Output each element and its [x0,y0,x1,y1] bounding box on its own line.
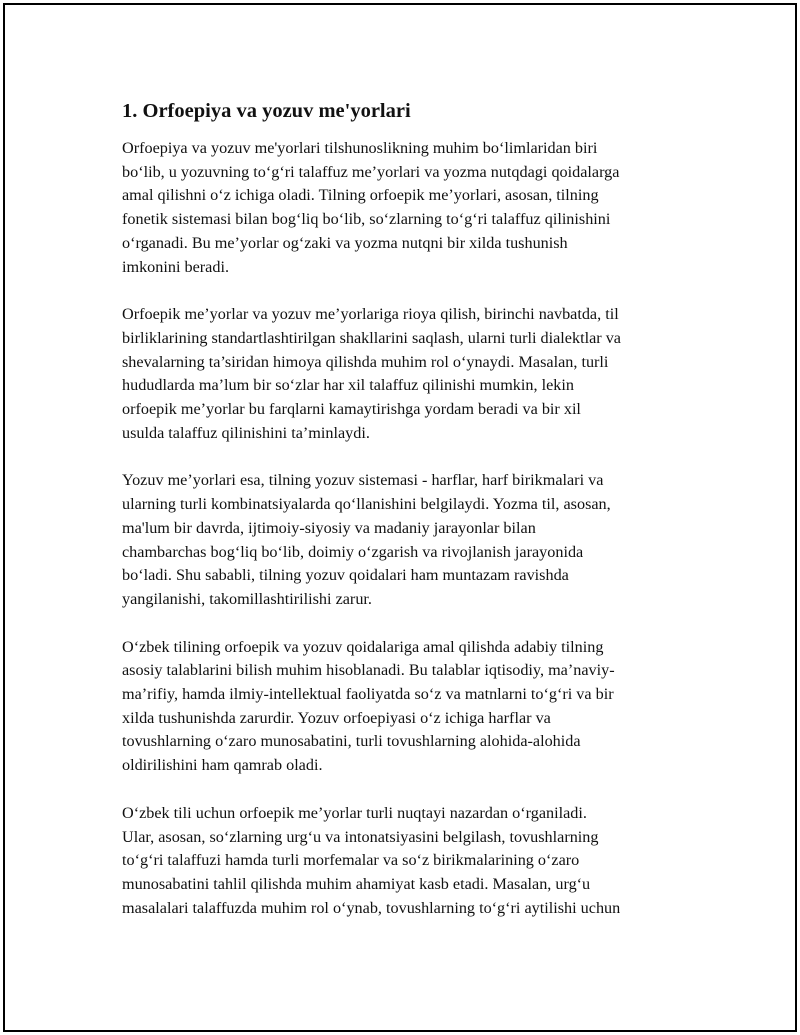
text-line: bo‘ladi. Shu sababli, tilning yozuv qoidalari ham muntazam ravishda [122,566,569,585]
text-line: ma’rifiy, hamda ilmiy-intellektual faoliyatda so‘z va matnlarni to‘g‘ri va bir [122,685,614,704]
text-line: orfoepik me’yorlar bu farqlarni kamaytirishga yordam beradi va bir xil [122,400,581,419]
text-line: o‘rganadi. Bu me’yorlar og‘zaki va yozma nutqni bir xilda tushunish [122,233,568,252]
paragraph-5 [122,802,697,921]
text-line: masalalari talaffuzda muhim rol o‘ynab, tovushlarning to‘g‘ri aytilishi uchun [122,898,621,917]
document-body [122,97,697,944]
text-line: asosiy talablarini bilish muhim hisoblanadi. Bu talablar iqtisodiy, ma’naviy- [122,661,615,680]
text-line: oldirilishini ham qamrab oladi. [122,756,323,775]
text-line: shevalarning ta’siridan himoya qilishda muhim rol o‘ynaydi. Masalan, turli [122,352,609,371]
text-line: Orfoepiya va yozuv me'yorlari tilshunoslikning muhim bo‘limlaridan biri [122,139,598,157]
text-line: chambarchas bog‘liq bo‘lib, doimiy o‘zgarish va rivojlanish jarayonida [122,542,584,561]
text-line: munosabatini tahlil qilishda muhim ahamiyat kasb etadi. Masalan, urg‘u [122,874,591,893]
paragraph-2 [122,303,697,445]
text-line: Yozuv me’yorlari esa, tilning yozuv sistemasi - harflar, harf birikmalari va [122,471,604,490]
text-line: hududlarda ma’lum bir so‘zlar har xil talaffuz qilinishi mumkin, lekin [122,376,574,395]
text-line: imkonini beradi. [122,257,229,276]
text-line: usulda talaffuz qilinishini ta’minlaydi. [122,423,370,442]
page-frame [3,3,797,1032]
text-line: amal qilishni o‘z ichiga oladi. Tilning orfoepik me’yorlari, asosan, tilning [122,186,599,205]
text-line: O‘zbek tilining orfoepik va yozuv qoidalariga amal qilishda adabiy tilning [122,637,604,656]
text-line: Ular, asosan, so‘zlarning urg‘u va intonatsiyasini belgilash, tovushlarning [122,827,599,846]
text-line: yangilanishi, takomillashtirilishi zarur. [122,589,372,608]
section-heading: 1. Orfoepiya va yozuv me'yorlari [122,100,411,122]
text-line: bo‘lib, u yozuvning to‘g‘ri talaffuz me’yorlari va yozma nutqdagi qoidalarga [122,162,620,181]
text-line: birliklarining standartlashtirilgan shakllarini saqlash, ularni turli dialektlar va [122,328,621,347]
paragraph-3 [122,469,697,611]
text-line: xilda tushunishda zarurdir. Yozuv orfoepiyasi o‘z ichiga harflar va [122,708,551,727]
text-line: tovushlarning o‘zaro munosabatini, turli tovushlarning alohida-alohida [122,732,581,751]
text-line: O‘zbek tili uchun orfoepik me’yorlar turli nuqtayi nazardan o‘rganiladi. [122,803,587,822]
text-line: fonetik sistemasi bilan bog‘liq bo‘lib, so‘zlarning to‘g‘ri talaffuz qilinishini [122,210,611,229]
text-line: ularning turli kombinatsiyalarda qo‘llanishini belgilaydi. Yozma til, asosan, [122,495,611,514]
text-line: Orfoepik me’yorlar va yozuv me’yorlariga rioya qilish, birinchi navbatda, til [122,305,619,324]
paragraph-1 [122,137,697,279]
text-line: ma'lum bir davrda, ijtimoiy-siyosiy va madaniy jarayonlar bilan [122,518,536,537]
paragraph-4 [122,636,697,778]
text-line: to‘g‘ri talaffuzi hamda turli morfemalar va so‘z birikmalarining o‘zaro [122,851,580,870]
